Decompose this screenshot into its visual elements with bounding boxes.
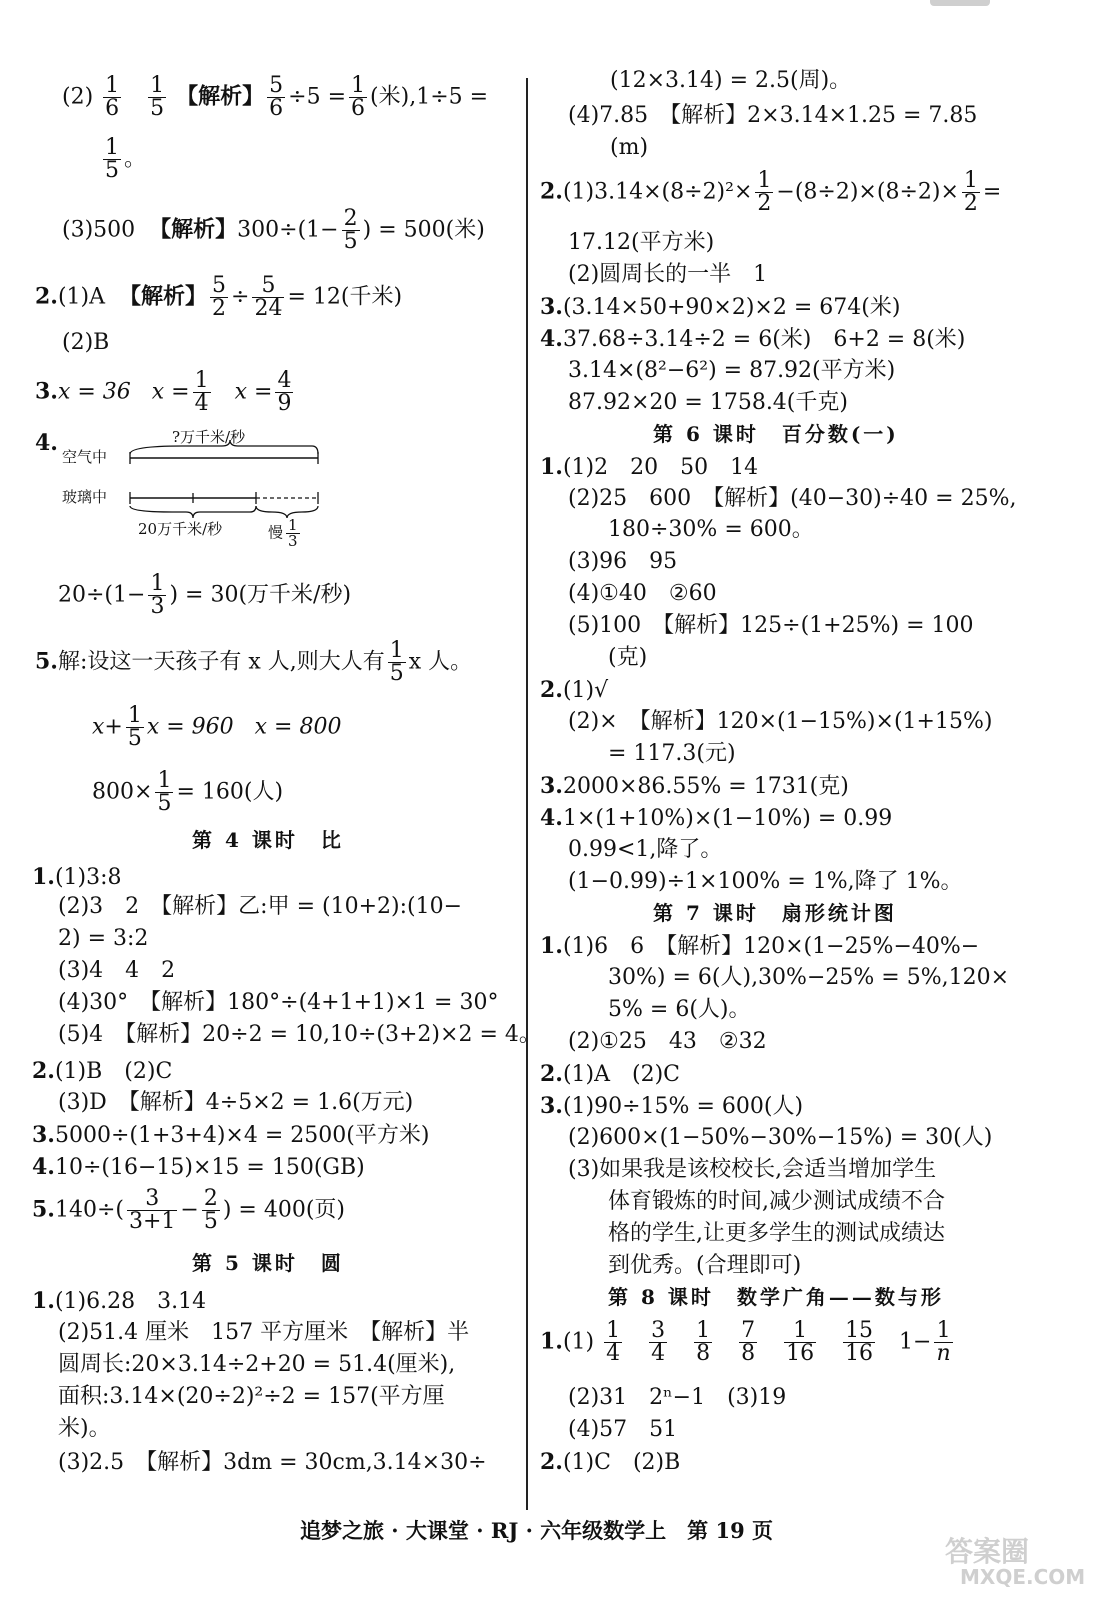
- fraction: $\frac{1}{3}$: [288, 516, 298, 550]
- text: (1)A (2)C: [562, 1062, 681, 1087]
- text: −(8÷2)×(8÷2)×: [776, 179, 959, 205]
- text: ) = 400(页): [222, 1197, 346, 1223]
- question-number: 2.: [35, 283, 58, 310]
- answer-line: (4)57 51: [568, 1417, 678, 1442]
- text: 1−: [899, 1329, 932, 1355]
- answer-line: [540, 170, 1001, 215]
- question-number: 1.: [540, 454, 563, 480]
- text: x+: [92, 714, 123, 740]
- question-number: 2.: [540, 677, 563, 703]
- answer-line: [92, 770, 283, 815]
- answer-line: [58, 573, 351, 618]
- text: = 12(千米): [287, 284, 403, 310]
- question-number: 1.: [32, 1288, 55, 1314]
- answer-line: [32, 1060, 172, 1083]
- answer-line: [540, 1095, 803, 1118]
- question-number: 4.: [35, 430, 58, 456]
- right-column: [528, 0, 1106, 1600]
- fraction: $\frac{1}{3}$: [150, 571, 165, 619]
- text: (1)B (2)C: [54, 1059, 173, 1084]
- question-number: 1.: [540, 933, 563, 959]
- text: x = 36: [57, 379, 131, 405]
- answer-line: [540, 775, 849, 798]
- fraction: $\frac{1}{5}$: [105, 135, 119, 183]
- answer-line: (4)①40 ②60: [568, 581, 717, 606]
- answer-line: [540, 679, 608, 702]
- answer-line: 到优秀。(合理即可): [608, 1253, 802, 1278]
- question-number: 3.: [540, 773, 563, 799]
- text: (1)6 6 【解析】120×(1−25%−40%−: [562, 934, 980, 959]
- answer-line: (2)3 2 【解析】乙:甲 = (10+2):(10−: [58, 894, 463, 919]
- section-heading: 第 7 课时 扇形统计图: [653, 901, 897, 925]
- text: (1)C (2)B: [562, 1450, 681, 1475]
- line-segment-diagram: [62, 428, 342, 566]
- answer-line: [32, 1290, 206, 1313]
- answer-line: [540, 1063, 680, 1086]
- fraction: $\frac{1}{n}$: [936, 1318, 951, 1366]
- fraction: $\frac{1}{2}$: [757, 168, 772, 216]
- answer-line: 30%) = 6(人),30%−25% = 5%,120×: [608, 965, 1010, 990]
- answer-line: (3)2.5 【解析】3dm = 30cm,3.14×30÷: [58, 1450, 487, 1475]
- watermark-url: MXQE.COM: [960, 1565, 1086, 1589]
- analysis-tag: 【解析】: [149, 216, 238, 243]
- answer-line: [32, 1188, 345, 1233]
- answer-line: 面积:3.14×(20÷2)²÷2 = 157(平方厘: [58, 1384, 445, 1409]
- text: (3.14×50+90×2)×2 = 674(米): [562, 295, 901, 320]
- question-number: 2.: [32, 1058, 55, 1084]
- text: (1)3.14×(8÷2)²×: [562, 179, 753, 205]
- text: (1)3:8: [54, 865, 122, 890]
- question-number: 1.: [540, 1328, 563, 1355]
- fraction: $\frac{1}{5}$: [127, 703, 142, 751]
- text: (1)2 20 50 14: [562, 455, 759, 480]
- answer-line: (4)7.85 【解析】2×3.14×1.25 = 7.85: [568, 103, 978, 128]
- answer-line: [32, 1156, 365, 1179]
- fraction: $\frac{5}{24}$: [254, 273, 283, 321]
- text: (1)6.28 3.14: [54, 1289, 207, 1314]
- diagram-slow-label: [268, 518, 303, 549]
- answer-line: (m): [610, 135, 649, 160]
- question-number: 5.: [32, 1196, 55, 1223]
- question-number: 3.: [35, 378, 58, 405]
- answer-line: (2)51.4 厘米 157 平方厘米 【解析】半: [58, 1320, 470, 1345]
- answer-line: (5)4 【解析】20÷2 = 10,10÷(3+2)×2 = 4。: [58, 1022, 541, 1047]
- text: x =: [151, 379, 190, 405]
- answer-line: 180÷30% = 600。: [608, 517, 814, 542]
- question-number: 2.: [540, 1061, 563, 1087]
- text: (3)500: [62, 217, 136, 243]
- text: 解:设这一天孩子有 x 人,则大人有: [57, 649, 385, 675]
- fraction: $\frac{5}{6}$: [269, 73, 284, 121]
- answer-line: (克): [608, 645, 648, 670]
- answer-line: 0.99<1,降了。: [568, 837, 723, 862]
- answer-line: 米)。: [58, 1416, 111, 1441]
- fraction: $\frac{2}{5}$: [203, 1186, 218, 1234]
- answer-line: [62, 208, 485, 253]
- answer-line: (5)100 【解析】125÷(1+25%) = 100: [568, 613, 974, 638]
- fraction: $\frac{1}{4}$: [606, 1318, 621, 1366]
- answer-line: [92, 705, 341, 750]
- text: 37.68÷3.14÷2 = 6(米) 6+2 = 8(米): [562, 327, 966, 352]
- text: (米),1÷5 =: [370, 84, 489, 110]
- text: x = 960: [146, 714, 234, 740]
- text: 。: [124, 146, 147, 172]
- answer-line: [540, 456, 758, 479]
- watermark-logo: 答案圈: [945, 1535, 1030, 1568]
- question-number: 3.: [540, 1093, 563, 1119]
- fraction: $\frac{1}{6}$: [105, 73, 120, 121]
- fraction: $\frac{7}{8}$: [741, 1318, 756, 1366]
- question-number: 5.: [35, 648, 58, 675]
- text: x =: [234, 379, 273, 405]
- answer-line: (2)31 2ⁿ−1 (3)19: [568, 1385, 787, 1410]
- text: 10÷(16−15)×15 = 150(GB): [54, 1155, 365, 1180]
- fraction: $\frac{5}{2}$: [212, 273, 227, 321]
- text: (1)90÷15% = 600(人): [562, 1094, 804, 1119]
- answer-line: [32, 1124, 429, 1147]
- answer-line: (2)× 【解析】120×(1−15%)×(1+15%): [568, 709, 993, 734]
- answer-line: 圆周长:20×3.14÷2+20 = 51.4(厘米),: [58, 1352, 456, 1377]
- fraction: $\frac{1}{8}$: [696, 1318, 711, 1366]
- diagram-air-label: 空气中: [62, 448, 108, 466]
- text: 140÷(: [54, 1197, 124, 1223]
- text: = 160(人): [176, 779, 284, 805]
- answer-line: (2)B: [62, 330, 110, 355]
- question-number: 4.: [32, 1154, 55, 1180]
- answer-line: (4)30° 【解析】180°÷(4+1+1)×1 = 30°: [58, 990, 499, 1015]
- text: 2000×86.55% = 1731(克): [562, 774, 849, 799]
- fraction: $\frac{1}{4}$: [194, 368, 209, 416]
- answer-line: [100, 137, 146, 182]
- answer-line: (2)圆周长的一半 1: [568, 262, 768, 287]
- answer-line: (3)96 95: [568, 549, 678, 574]
- page-footer: 追梦之旅 · 大课堂 · RJ · 六年级数学上 第 19 页: [300, 1518, 774, 1543]
- answer-line: [540, 935, 979, 958]
- answer-line: [62, 75, 488, 120]
- question-number: 3.: [32, 1122, 55, 1148]
- text: x = 800: [254, 714, 342, 740]
- answer-line: 17.12(平方米): [568, 230, 715, 255]
- text: (1)A: [57, 284, 106, 310]
- diagram-glass-label: 玻璃中: [62, 488, 108, 506]
- question-number: 4.: [540, 805, 563, 831]
- question-number: 2.: [540, 178, 563, 205]
- answer-line: (3)如果我是该校校长,会适当增加学生: [568, 1157, 937, 1182]
- fraction: $\frac{4}{9}$: [277, 368, 292, 416]
- answer-line: [540, 1451, 680, 1474]
- fraction: $\frac{3}{3+1}$: [128, 1186, 176, 1234]
- answer-line: [32, 866, 122, 889]
- section-heading: 第 6 课时 百分数(一): [653, 422, 899, 446]
- text: =: [982, 179, 1002, 205]
- answer-line: (2)25 600 【解析】(40−30)÷40 = 25%,: [568, 486, 1017, 511]
- question-number: 3.: [540, 294, 563, 320]
- answer-line: (2)600×(1−50%−30%−15%) = 30(人): [568, 1125, 993, 1150]
- section-heading: 第 4 课时 比: [192, 828, 344, 852]
- fraction: $\frac{2}{5}$: [343, 206, 358, 254]
- text: 800×: [92, 779, 153, 805]
- text: ) = 500(米): [362, 217, 485, 243]
- section-heading: 第 5 课时 圆: [192, 1251, 344, 1275]
- question-number: 4.: [540, 326, 563, 352]
- text: (1)√: [562, 678, 609, 703]
- fraction: $\frac{1}{5}$: [150, 73, 165, 121]
- text: ÷: [231, 284, 250, 310]
- text: 5000÷(1+3+4)×4 = 2500(平方米): [54, 1123, 430, 1148]
- text: (1): [562, 1329, 595, 1355]
- answer-line: [35, 275, 402, 320]
- fraction: $\frac{1}{16}$: [786, 1318, 815, 1366]
- answer-line: [540, 296, 900, 319]
- text: ÷5 =: [288, 84, 347, 110]
- analysis-tag: 【解析】: [176, 83, 265, 110]
- text: x 人。: [408, 649, 473, 675]
- answer-line: 体育锻炼的时间,减少测试成绩不合: [608, 1189, 945, 1214]
- text: 1×(1+10%)×(1−10%) = 0.99: [562, 806, 893, 831]
- fraction: $\frac{1}{6}$: [351, 73, 366, 121]
- text: −: [180, 1197, 199, 1223]
- answer-line: 格的学生,让更多学生的测试成绩达: [608, 1221, 945, 1246]
- answer-line: (2)①25 43 ②32: [568, 1029, 767, 1054]
- answer-line: (12×3.14) = 2.5(周)。: [610, 68, 852, 93]
- answer-line: 87.92×20 = 1758.4(千克): [568, 390, 848, 415]
- text: 300÷(1−: [237, 217, 339, 243]
- answer-line: 3.14×(8²−6²) = 87.92(平方米): [568, 358, 896, 383]
- answer-line: [540, 1320, 956, 1365]
- answer-line: (3)4 4 2: [58, 958, 176, 983]
- fraction: $\frac{1}{5}$: [157, 768, 172, 816]
- fraction: $\frac{1}{2}$: [963, 168, 978, 216]
- answer-line: [35, 640, 472, 685]
- text: ) = 30(万千米/秒): [169, 582, 352, 608]
- answer-line: (3)D 【解析】4÷5×2 = 1.6(万元): [58, 1090, 414, 1115]
- question-number: 1.: [32, 864, 55, 890]
- answer-line: [35, 370, 296, 415]
- analysis-tag: 【解析】: [119, 283, 208, 310]
- answer-line: [540, 328, 965, 351]
- item-label: (2): [62, 84, 94, 110]
- answer-line: [540, 807, 892, 830]
- answer-line: 2) = 3:2: [58, 926, 149, 951]
- fraction: $\frac{15}{16}$: [845, 1318, 874, 1366]
- section-heading: 第 8 课时 数学广角——数与形: [608, 1285, 944, 1309]
- answer-line: = 117.3(元): [608, 741, 736, 766]
- fraction: $\frac{3}{4}$: [651, 1318, 666, 1366]
- fraction: $\frac{1}{5}$: [389, 638, 404, 686]
- diagram-speed-label: 20万千米/秒: [138, 520, 223, 538]
- answer-line: 5% = 6(人)。: [608, 997, 751, 1022]
- answer-line: (1−0.99)÷1×100% = 1%,降了 1%。: [568, 869, 963, 894]
- diagram-top-label: ?万千米/秒: [172, 428, 246, 446]
- text: 慢: [268, 523, 284, 542]
- text: 20÷(1−: [58, 582, 146, 608]
- question-number: 2.: [540, 1449, 563, 1475]
